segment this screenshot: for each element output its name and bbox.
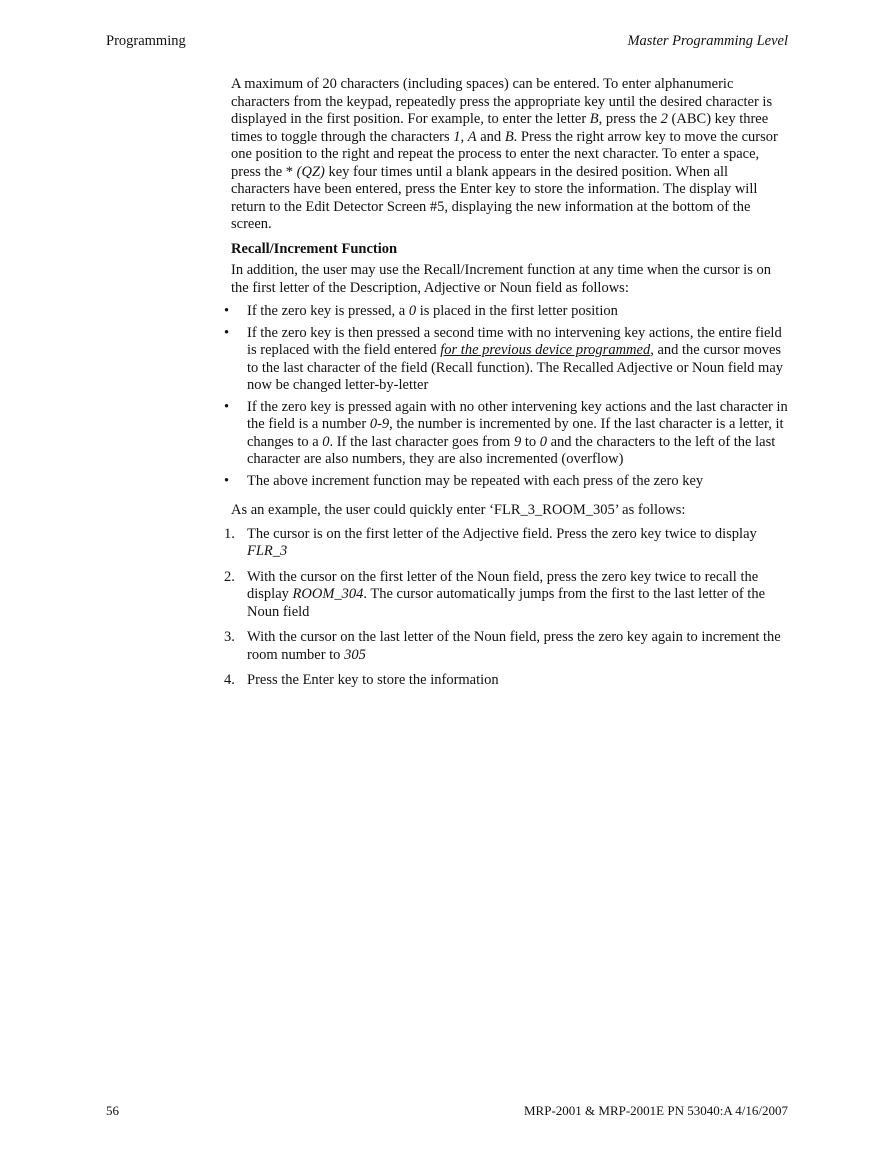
recall-bullet-list — [224, 303, 789, 490]
list-item: 4. Press the Enter key to store the information — [224, 672, 499, 688]
list-item: 3. With the cursor on the last letter of the Noun field, press the zero key again to increment the room number to 305 — [224, 629, 781, 663]
step-number: 3. — [224, 629, 235, 645]
emphasis-previous-device: for the previous device programmed — [440, 342, 651, 358]
bullet-icon: • — [224, 303, 230, 319]
example-steps-list — [224, 525, 789, 690]
list-item: 2. With the cursor on the first letter of the Noun field, press the zero key twice to recall the display ROOM_304. The cursor automatically jumps from the first to the last letter of the Noun field — [224, 568, 766, 620]
bullet-icon: • — [224, 472, 230, 489]
recall-paragraph: In addition, the user may use the Recall/Increment function at any time when the cursor is on the first letter of the Description, Adjective or Noun field as follows: — [231, 262, 771, 296]
step-number: 2. — [224, 568, 235, 585]
list-item: • If the zero key is pressed again with no other intervening key actions and the last character in the field is a number 0-9, the number is incremented by one. If the last character is a letter, it changes to a 0. If the last character goes from 9 to 0 and the characters to the left of the last character are also numbers, they are also incremented (overflow) — [224, 398, 788, 467]
bullet-icon: • — [224, 398, 230, 415]
section-heading-recall-increment: Recall/Increment Function — [231, 240, 398, 257]
header-chapter-title: Master Programming Level — [627, 33, 788, 49]
example-intro: As an example, the user could quickly enter ‘FLR_3_ROOM_305’ as follows: — [231, 502, 686, 518]
list-item: 1. The cursor is on the first letter of the Adjective field. Press the zero key twice to display FLR_3 — [224, 525, 757, 559]
document-reference: MRP-2001 & MRP-2001E PN 53040:A 4/16/2007 — [523, 1103, 788, 1118]
list-item: • If the zero key is pressed, a 0 is placed in the first letter position — [224, 303, 618, 319]
step-number: 4. — [224, 672, 235, 688]
list-item: • The above increment function may be repeated with each press of the zero key — [224, 472, 704, 489]
step-number: 1. — [224, 525, 235, 542]
intro-paragraph: A maximum of 20 characters (including spaces) can be entered. To enter alphanumeric characters from the keypad, repeatedly press the appropriate key until the desired character is displayed in the first position. For example, to enter the letter B, press the 2 (ABC) key three times to toggle through the characters 1, A and B. Press the right arrow key to move the cursor one position to the right and repeat the process to enter the next character. To enter a space, press the * (QZ) key four times until a blank appears in the desired position. When all characters have been entered, press the Enter key to store the information. The display will return to the Edit Detector Screen #5, displaying the new information at the bottom of the screen. — [231, 76, 778, 232]
list-item: • If the zero key is then pressed a second time with no intervening key actions, the entire field is replaced with the field entered for the previous device programmed, and the cursor moves to the last character of the field (Recall function). The Recalled Adjective or Noun field may now be changed letter-by-letter — [224, 324, 784, 393]
page-content — [224, 76, 789, 698]
header-section-title: Programming — [106, 33, 186, 49]
page-number: 56 — [106, 1103, 119, 1118]
bullet-icon: • — [224, 324, 230, 341]
